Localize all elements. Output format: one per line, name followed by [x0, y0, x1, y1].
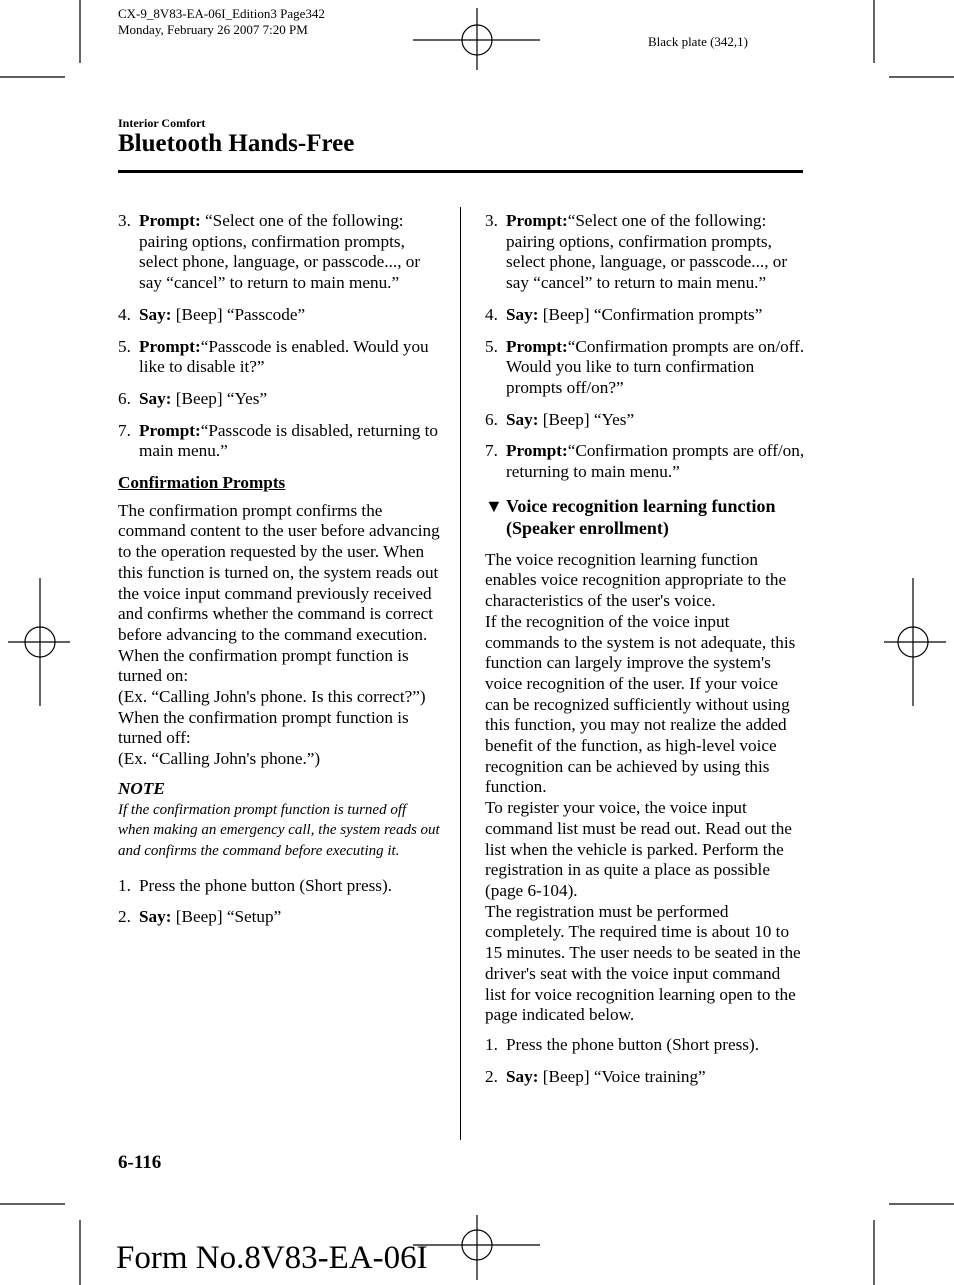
paragraph-line: The voice recognition learning function enables voice recognition appropriate to the characteristics of the user's voice.	[485, 549, 787, 611]
step-number: 5.	[485, 336, 498, 356]
step-text	[139, 305, 440, 326]
paragraph-line: When the confirmation prompt function is turned on:	[118, 645, 409, 686]
plate-label: Black plate (342,1)	[648, 34, 748, 49]
paragraph-line: The registration must be performed completely. The required time is about 10 to 15 minutes. The user needs to be seated in the driver's seat with the voice input command list for voice recognition learning open to the page indicated below.	[485, 901, 801, 1025]
form-number: Form No.8V83-EA-06I	[116, 1240, 428, 1276]
step-keyword: Say:	[139, 388, 172, 408]
step-number: 7.	[118, 420, 131, 440]
right-steps-b	[485, 1035, 805, 1087]
step-body: “Select one of the following: pairing options, confirmation prompts, select phone, language, or passcode..., or say “cancel” to return to main menu.”	[506, 211, 788, 293]
step-body: [Beep] “Setup”	[171, 907, 282, 927]
step-body: “Select one of the following: pairing options, confirmation prompts, select phone, language, or passcode..., or say “cancel” to return to main menu.”	[139, 211, 421, 293]
step-item	[485, 1035, 805, 1056]
print-job-header	[118, 6, 325, 38]
step-number: 6.	[118, 388, 131, 408]
step-number: 4.	[118, 304, 131, 324]
column-divider	[460, 207, 461, 1140]
step-number: 3.	[485, 211, 498, 230]
step-number: 3.	[118, 211, 131, 230]
confirmation-prompts-paragraph	[118, 501, 440, 770]
step-text	[139, 337, 440, 378]
step-text	[506, 441, 805, 482]
step-item	[118, 907, 440, 928]
step-number: 2.	[485, 1066, 498, 1086]
step-item	[485, 211, 805, 294]
step-body: [Beep] “Yes”	[538, 409, 635, 429]
step-body: Press the phone button (Short press).	[506, 1034, 760, 1054]
step-text	[139, 907, 440, 928]
note-label: NOTE	[118, 778, 165, 798]
step-keyword: Say:	[506, 304, 539, 324]
print-job-line1: CX-9_8V83-EA-06I_Edition3 Page342	[118, 6, 325, 21]
step-item	[485, 337, 805, 399]
step-item	[485, 1067, 805, 1088]
step-text	[506, 305, 805, 326]
step-item	[118, 211, 440, 294]
step-body: “Confirmation prompts are off/on, returning to main menu.”	[506, 441, 805, 482]
title-rule	[118, 170, 803, 173]
step-number: 1.	[485, 1034, 498, 1054]
step-text	[506, 1067, 805, 1088]
paragraph-line: The confirmation prompt confirms the command content to the user before advancing to the operation requested by the user. When this function is turned on, the system reads out the voice input command previously received and confirms whether the command is correct before advancing to the command execution.	[118, 500, 440, 644]
right-column	[485, 211, 805, 1098]
step-number: 4.	[485, 304, 498, 324]
paragraph-line: (Ex. “Calling John's phone. Is this correct?”)	[118, 687, 426, 707]
step-number: 5.	[118, 336, 131, 356]
paragraph-line: To register your voice, the voice input command list must be read out. Read out the list when the vehicle is parked. Perform the registration in as quite a place as possible (page 6-104).	[485, 798, 792, 900]
step-keyword: Say:	[506, 409, 539, 429]
step-item	[118, 421, 440, 462]
step-text	[139, 389, 440, 410]
step-text	[506, 211, 805, 294]
voice-learning-heading-text: Voice recognition learning function (Speaker enrollment)	[506, 495, 776, 538]
step-text	[506, 410, 805, 431]
step-keyword: Prompt:	[139, 336, 201, 356]
paragraph-line: (Ex. “Calling John's phone.”)	[118, 749, 321, 769]
step-keyword: Say:	[506, 1066, 539, 1086]
step-text	[139, 211, 440, 294]
note-text: If the confirmation prompt function is turned off when making an emergency call, the system reads out and confirms the command before executing it.	[118, 801, 440, 859]
step-body: [Beep] “Passcode”	[171, 304, 306, 324]
step-keyword: Prompt:	[139, 211, 201, 230]
step-item	[118, 305, 440, 326]
right-steps-a	[485, 211, 805, 483]
step-text	[139, 876, 440, 897]
step-body: “Passcode is disabled, returning to main menu.”	[139, 420, 438, 461]
step-keyword: Say:	[139, 907, 172, 927]
step-keyword: Prompt:	[506, 441, 568, 461]
step-text	[506, 337, 805, 399]
step-item	[485, 305, 805, 326]
step-number: 6.	[485, 409, 498, 429]
left-steps-a	[118, 211, 440, 462]
page-title: Bluetooth Hands-Free	[118, 130, 355, 157]
step-item	[118, 337, 440, 378]
step-body: Press the phone button (Short press).	[139, 875, 393, 895]
step-keyword: Prompt:	[506, 211, 568, 230]
step-keyword: Say:	[139, 304, 172, 324]
step-keyword: Prompt:	[506, 336, 568, 356]
step-number: 1.	[118, 875, 131, 895]
step-body: [Beep] “Yes”	[171, 388, 268, 408]
step-body: [Beep] “Confirmation prompts”	[538, 304, 763, 324]
step-number: 2.	[118, 907, 131, 927]
page-number: 6-116	[118, 1152, 162, 1173]
triangle-down-icon: ▼	[485, 495, 503, 516]
section-label: Interior Comfort	[118, 116, 206, 130]
step-number: 7.	[485, 441, 498, 461]
step-item	[118, 389, 440, 410]
confirmation-prompts-subheading: Confirmation Prompts	[118, 473, 286, 493]
step-body: [Beep] “Voice training”	[538, 1066, 706, 1086]
step-item	[485, 410, 805, 431]
print-job-line2: Monday, February 26 2007 7:20 PM	[118, 22, 308, 37]
left-steps-b	[118, 876, 440, 928]
step-item	[118, 876, 440, 897]
step-text	[506, 1035, 805, 1056]
voice-learning-heading	[485, 495, 805, 539]
paragraph-line: When the confirmation prompt function is turned off:	[118, 707, 409, 748]
step-body: “Confirmation prompts are on/off. Would you like to turn confirmation prompts off/on?”	[506, 336, 805, 397]
voice-learning-paragraph	[485, 550, 805, 1026]
step-text	[139, 421, 440, 462]
left-column	[118, 211, 440, 939]
step-keyword: Prompt:	[139, 420, 201, 440]
step-item	[485, 441, 805, 482]
paragraph-line: If the recognition of the voice input commands to the system is not adequate, this function can largely improve the system's voice recognition of the user. If your voice can be recognized sufficiently without using this function, you may not realize the added benefit of the function, as high-level voice recognition can be achieved by using this function.	[485, 611, 796, 797]
step-body: “Passcode is enabled. Would you like to disable it?”	[139, 336, 429, 377]
